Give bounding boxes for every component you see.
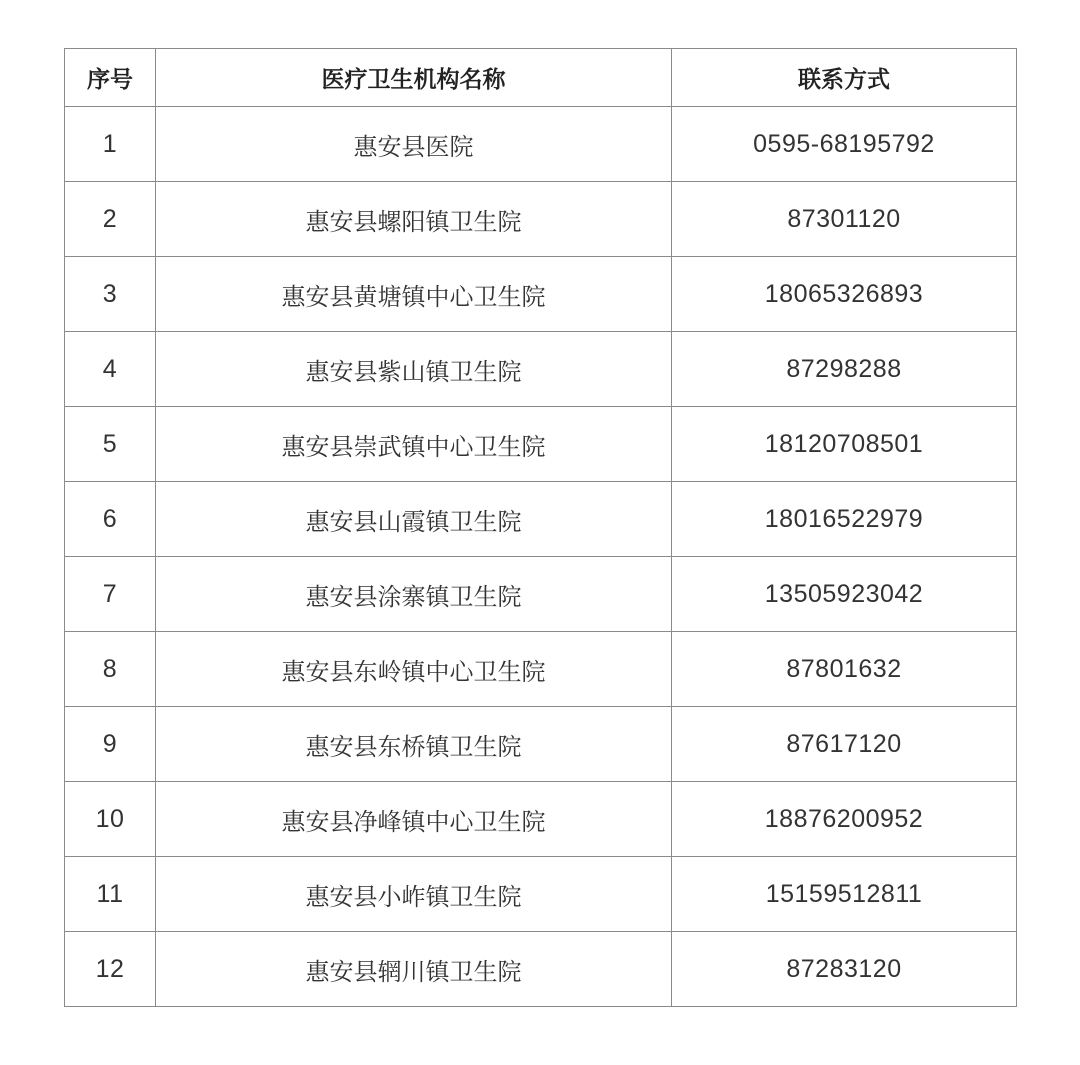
row-index: 2 xyxy=(65,182,156,257)
row-index: 6 xyxy=(65,482,156,557)
row-institution-name: 惠安县东桥镇卫生院 xyxy=(156,707,672,782)
table-header-row xyxy=(65,49,1017,107)
row-institution-name: 惠安县涂寨镇卫生院 xyxy=(156,557,672,632)
row-index: 1 xyxy=(65,107,156,182)
table-row xyxy=(65,707,1017,782)
row-contact: 18876200952 xyxy=(672,782,1017,857)
row-institution-name: 惠安县医院 xyxy=(156,107,672,182)
table-row xyxy=(65,482,1017,557)
row-contact: 0595-68195792 xyxy=(672,107,1017,182)
row-index: 9 xyxy=(65,707,156,782)
row-institution-name: 惠安县辋川镇卫生院 xyxy=(156,932,672,1007)
row-institution-name: 惠安县山霞镇卫生院 xyxy=(156,482,672,557)
header-institution-name: 医疗卫生机构名称 xyxy=(156,49,672,107)
row-index: 8 xyxy=(65,632,156,707)
table-row xyxy=(65,257,1017,332)
header-contact: 联系方式 xyxy=(672,49,1017,107)
table-row xyxy=(65,932,1017,1007)
row-index: 7 xyxy=(65,557,156,632)
row-index: 5 xyxy=(65,407,156,482)
row-contact: 13505923042 xyxy=(672,557,1017,632)
row-contact: 18120708501 xyxy=(672,407,1017,482)
table-row xyxy=(65,182,1017,257)
row-index: 4 xyxy=(65,332,156,407)
row-contact: 18016522979 xyxy=(672,482,1017,557)
table-row xyxy=(65,332,1017,407)
header-index: 序号 xyxy=(65,49,156,107)
row-contact: 87283120 xyxy=(672,932,1017,1007)
institution-contact-table xyxy=(64,48,1017,1007)
table-row xyxy=(65,557,1017,632)
row-institution-name: 惠安县东岭镇中心卫生院 xyxy=(156,632,672,707)
row-index: 11 xyxy=(65,857,156,932)
row-institution-name: 惠安县小岞镇卫生院 xyxy=(156,857,672,932)
row-contact: 87298288 xyxy=(672,332,1017,407)
row-index: 3 xyxy=(65,257,156,332)
table-row xyxy=(65,107,1017,182)
row-contact: 15159512811 xyxy=(672,857,1017,932)
row-contact: 18065326893 xyxy=(672,257,1017,332)
row-contact: 87301120 xyxy=(672,182,1017,257)
row-institution-name: 惠安县崇武镇中心卫生院 xyxy=(156,407,672,482)
row-index: 10 xyxy=(65,782,156,857)
row-institution-name: 惠安县紫山镇卫生院 xyxy=(156,332,672,407)
table-row xyxy=(65,782,1017,857)
row-institution-name: 惠安县净峰镇中心卫生院 xyxy=(156,782,672,857)
institution-contact-table-container xyxy=(64,48,1016,1007)
table-row xyxy=(65,857,1017,932)
row-index: 12 xyxy=(65,932,156,1007)
table-row xyxy=(65,632,1017,707)
row-institution-name: 惠安县螺阳镇卫生院 xyxy=(156,182,672,257)
row-institution-name: 惠安县黄塘镇中心卫生院 xyxy=(156,257,672,332)
row-contact: 87801632 xyxy=(672,632,1017,707)
row-contact: 87617120 xyxy=(672,707,1017,782)
table-row xyxy=(65,407,1017,482)
